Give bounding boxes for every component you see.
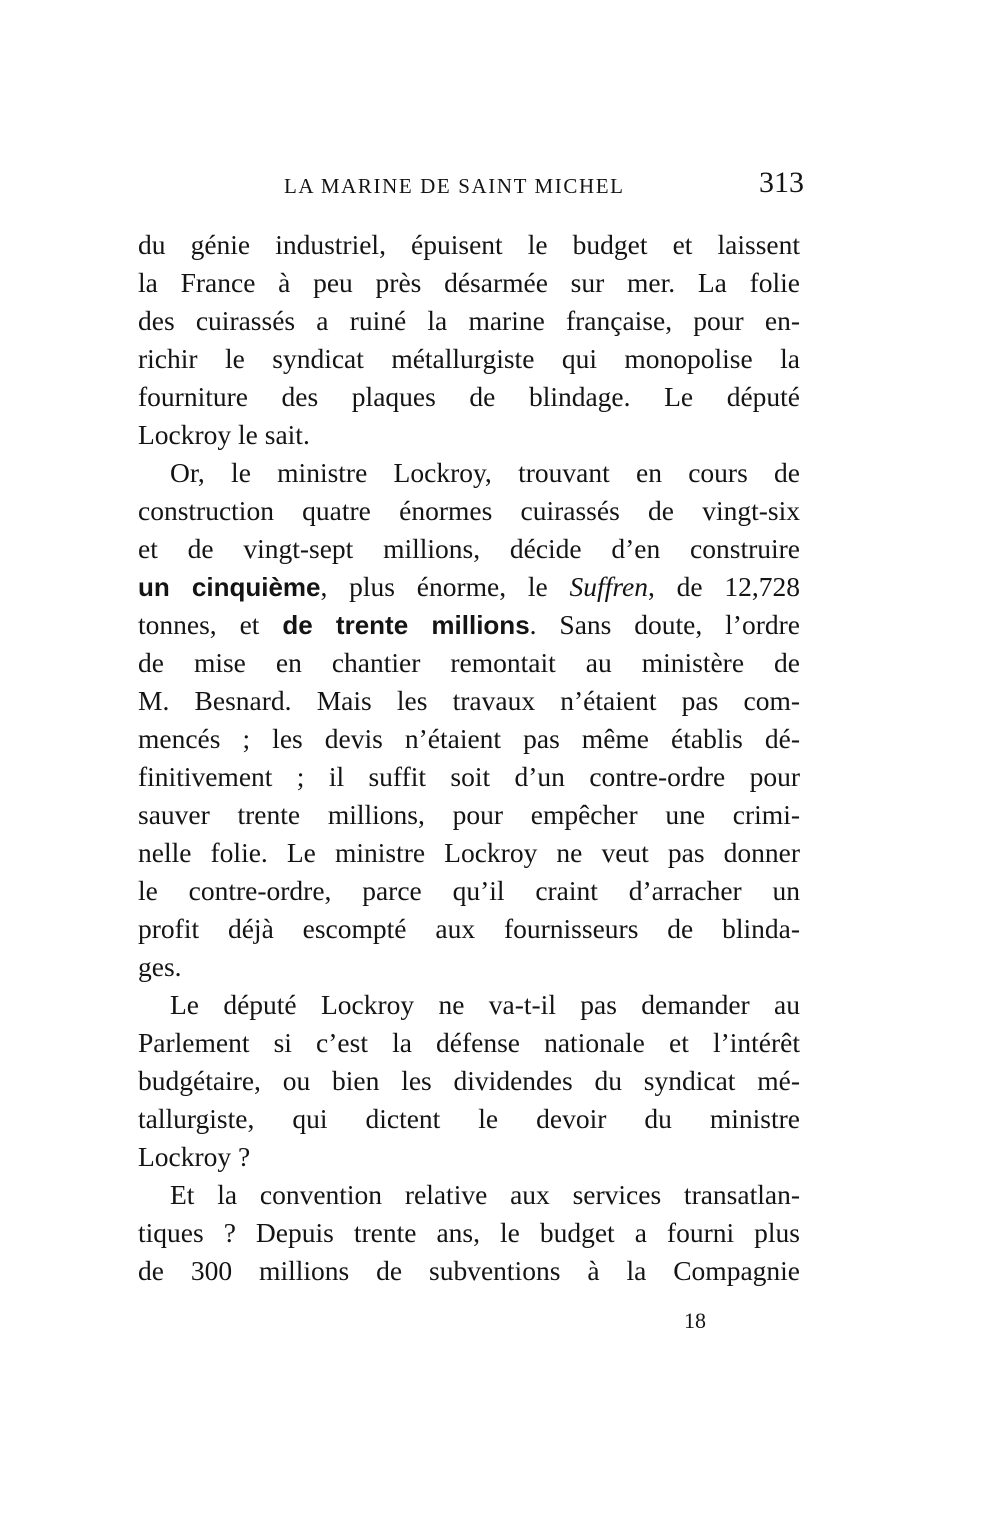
text-segment: tiques ? Depuis trente ans, le budget a fourni plus <box>138 1217 800 1248</box>
text-line <box>138 302 800 340</box>
text-line <box>138 1176 800 1214</box>
text-segment: fourniture des plaques de blindage. Le député <box>138 381 800 412</box>
text-segment: finitivement ; il suffit soit d’un contre-ordre pour <box>138 761 800 792</box>
text-segment: de mise en chantier remontait au ministère de <box>138 647 800 678</box>
text-line <box>138 530 800 568</box>
text-line <box>138 264 800 302</box>
text-segment: budgétaire, ou bien les dividendes du syndicat mé- <box>138 1065 800 1096</box>
text-line <box>138 1252 800 1290</box>
text-segment: le contre-ordre, parce qu’il craint d’arracher un <box>138 875 800 906</box>
text-segment: profit déjà escompté aux fournisseurs de blinda- <box>138 913 800 944</box>
text-segment: . Sans doute, l’ordre <box>529 609 800 640</box>
text-segment: Or, le ministre Lockroy, trouvant en cours de <box>170 457 800 488</box>
text-line <box>138 1100 800 1138</box>
text-segment: ges. <box>138 951 182 982</box>
text-segment: Lockroy le sait. <box>138 419 310 450</box>
running-head <box>284 166 804 206</box>
text-line <box>138 340 800 378</box>
bold-text: un cinquième <box>138 572 321 602</box>
text-line <box>138 1138 800 1176</box>
text-line <box>138 1062 800 1100</box>
text-line <box>138 910 800 948</box>
text-segment: sauver trente millions, pour empêcher une crimi- <box>138 799 800 830</box>
text-segment: tonnes, et <box>138 609 283 640</box>
text-segment: , plus énorme, le <box>320 571 570 602</box>
text-line <box>138 378 800 416</box>
text-segment: des cuirassés a ruiné la marine française, pour en- <box>138 305 800 336</box>
text-segment: et de vingt-sept millions, décide d’en construire <box>138 533 800 564</box>
text-line <box>138 1024 800 1062</box>
text-line <box>138 986 800 1024</box>
italic-text: Suffren <box>569 571 648 602</box>
text-line <box>138 568 800 606</box>
text-line <box>138 606 800 644</box>
text-segment: Lockroy ? <box>138 1141 251 1172</box>
text-segment: nelle folie. Le ministre Lockroy ne veut pas donner <box>138 837 800 868</box>
page-number: 313 <box>759 166 804 199</box>
text-segment: tallurgiste, qui dictent le devoir du ministre <box>138 1103 800 1134</box>
text-line <box>138 644 800 682</box>
text-line <box>138 454 800 492</box>
signature-mark: 18 <box>684 1308 706 1333</box>
text-segment: la France à peu près désarmée sur mer. La folie <box>138 267 800 298</box>
text-line <box>138 492 800 530</box>
text-line <box>138 682 800 720</box>
text-line <box>138 1214 800 1252</box>
text-line <box>138 720 800 758</box>
text-line <box>138 416 800 454</box>
text-segment: mencés ; les devis n’étaient pas même établis dé- <box>138 723 800 754</box>
bold-text: de trente millions <box>282 610 530 640</box>
text-segment: richir le syndicat métallurgiste qui monopolise la <box>138 343 800 374</box>
text-segment: construction quatre énormes cuirassés de vingt-six <box>138 495 800 526</box>
text-segment: Le député Lockroy ne va-t-il pas demander au <box>170 989 800 1020</box>
text-line <box>138 758 800 796</box>
text-segment: Parlement si c’est la défense nationale et l’intérêt <box>138 1027 800 1058</box>
text-segment: du génie industriel, épuisent le budget et laissent <box>138 229 800 260</box>
text-segment: , de 12,728 <box>647 571 800 602</box>
running-title: LA MARINE DE SAINT MICHEL <box>284 174 625 198</box>
text-segment: Et la convention relative aux services transatlan- <box>170 1179 800 1210</box>
text-line <box>138 226 800 264</box>
text-line <box>138 796 800 834</box>
text-segment: M. Besnard. Mais les travaux n’étaient pas com- <box>138 685 800 716</box>
text-line <box>138 834 800 872</box>
text-line <box>138 872 800 910</box>
body-text <box>138 226 800 1290</box>
text-segment: de 300 millions de subventions à la Compagnie <box>138 1255 800 1286</box>
text-line <box>138 948 800 986</box>
